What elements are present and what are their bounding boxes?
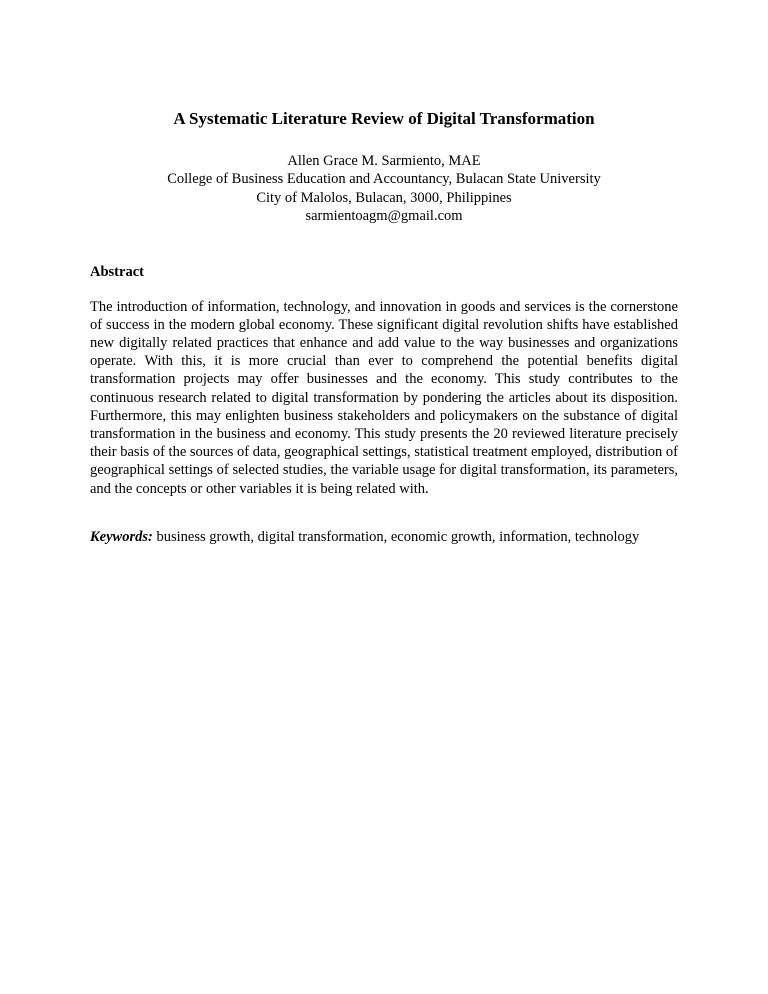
keywords-line	[90, 528, 678, 546]
abstract-text: The introduction of information, technology, and innovation in goods and services is the cornerstone of success in the modern global economy. These significant digital revolution shifts have established new digitally related practices that enhance and add value to the way businesses and organizations operate. With this, it is more crucial than ever to comprehend the potential benefits digital transformation projects may offer businesses and the economy. This study contributes to the continuous research related to digital transformation by pondering the articles about its disposition. Furthermore, this may enlighten business stakeholders and policymakers on the substance of digital transformation in the business and economy. This study presents the 20 reviewed literature precisely their basis of the sources of data, geographical settings, statistical treatment employed, distribution of geographical settings of selected studies, the variable usage for digital transformation, its parameters, and the concepts or other variables it is being related with.	[90, 298, 678, 497]
author-address: City of Malolos, Bulacan, 3000, Philippines	[256, 189, 512, 206]
author-email: sarmientoagm@gmail.com	[305, 208, 463, 225]
keywords-list: business growth, digital transformation, economic growth, information, technology	[156, 528, 640, 545]
keywords-label: Keywords:	[90, 528, 153, 545]
paper-title: A Systematic Literature Review of Digital Transformation	[173, 109, 595, 128]
author-block	[90, 152, 678, 226]
abstract-heading: Abstract	[90, 263, 144, 280]
author-affiliation: College of Business Education and Accountancy, Bulacan State University	[167, 171, 601, 188]
author-name: Allen Grace M. Sarmiento, MAE	[287, 153, 481, 169]
